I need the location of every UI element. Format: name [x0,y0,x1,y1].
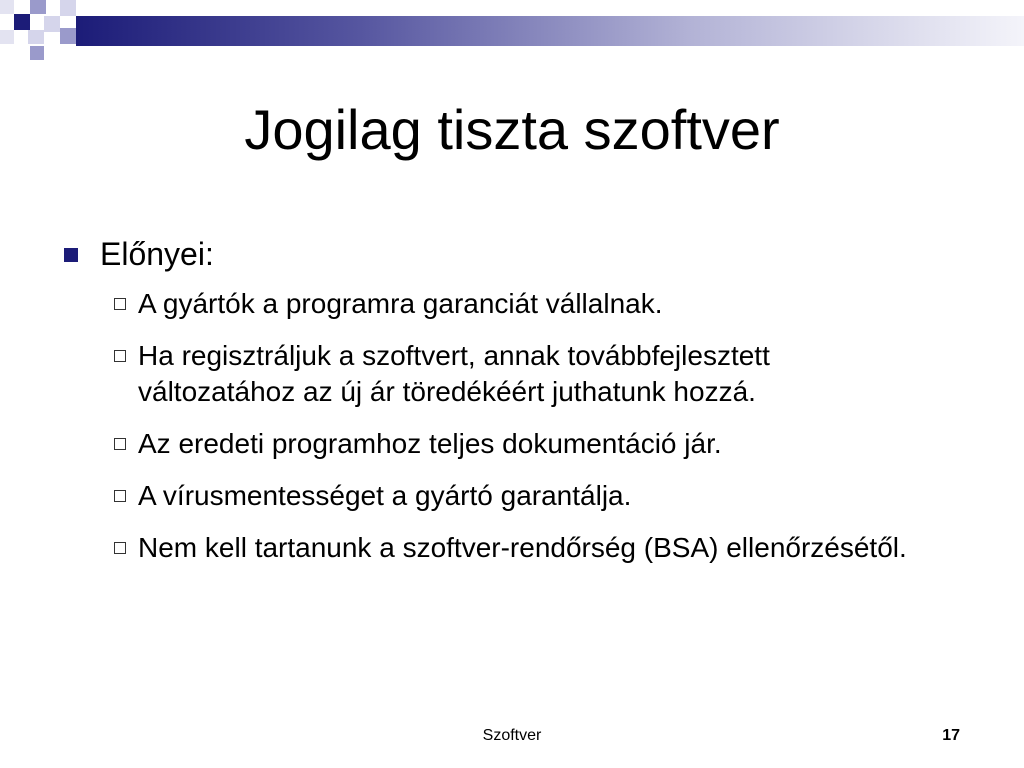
hollow-square-bullet-icon [114,438,126,450]
decor-square [0,0,14,14]
list-item-text: Nem kell tartanunk a szoftver-rendőrség (BSA) ellenőrzésétől. [138,532,907,563]
hollow-square-bullet-icon [114,542,126,554]
decor-square [30,0,46,14]
hollow-square-bullet-icon [114,490,126,502]
header-gradient-band [76,16,1024,46]
hollow-square-bullet-icon [114,298,126,310]
advantages-list [64,286,964,566]
list-item [114,530,964,566]
bullet-level1 [64,232,964,276]
decor-square [44,16,60,32]
page-number: 17 [942,727,960,744]
decor-square [60,28,76,44]
footer-label: Szoftver [482,727,542,744]
hollow-square-bullet-icon [114,350,126,362]
decor-square [0,30,14,44]
decor-square [28,30,44,44]
list-item [114,286,964,322]
list-item [114,338,964,410]
slide-title: Jogilag tiszta szoftver [244,98,780,161]
slide-body [64,232,964,582]
list-item-text: Az eredeti programhoz teljes dokumentáció jár. [138,428,722,459]
list-item-text: Ha regisztráljuk a szoftvert, annak továbbfejlesztett változatához az új ár töredékéért juthatunk hozzá. [138,340,770,407]
header-decoration [0,0,1024,70]
list-item-text: A gyártók a programra garanciát vállalnak. [138,288,663,319]
list-item [114,426,964,462]
list-item [114,478,964,514]
filled-square-bullet-icon [64,248,78,262]
section-heading: Előnyei: [100,236,214,272]
decor-square [30,46,44,60]
decor-square [60,0,76,16]
list-item-text: A vírusmentességet a gyártó garantálja. [138,480,632,511]
decor-square [14,14,30,30]
